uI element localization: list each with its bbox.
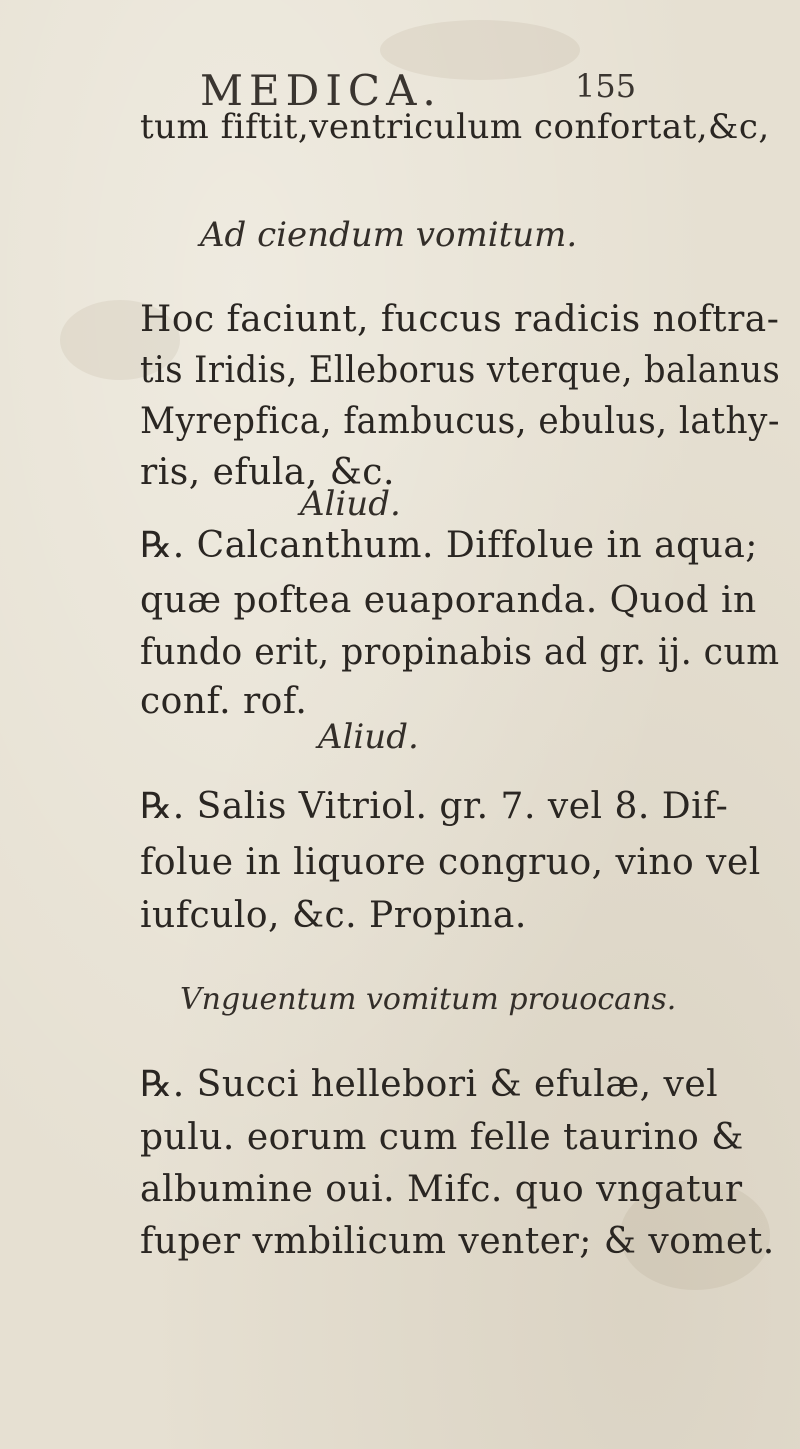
text-line: ℞. Succi hellebori & efulæ, vel	[140, 1064, 719, 1105]
text-line: tis Iridis, Elleborus vterque, balanus	[140, 350, 781, 391]
text-line: tum fiftit,ventriculum confortat,&c,	[140, 107, 770, 147]
text-line: Myrepfica, fambucus, ebulus, lathy-	[140, 401, 780, 442]
text-line: albumine oui. Mifc. quo vngatur	[140, 1169, 743, 1210]
text-line: Hoc faciunt, fuccus radicis noftra-	[140, 299, 780, 340]
text-line: quæ poftea euaporanda. Quod in	[140, 580, 757, 621]
section-heading: Aliud.	[318, 717, 419, 757]
section-heading: Aliud.	[300, 484, 401, 524]
text-line: ℞. Salis Vitriol. gr. 7. vel 8. Dif-	[140, 786, 729, 827]
text-line: fundo erit, propinabis ad gr. ij. cum	[140, 632, 780, 673]
text-line: conf. rof.	[140, 681, 308, 722]
text-line: ℞. Calcanthum. Diffolue in aqua;	[140, 525, 758, 566]
page-number: 155	[575, 67, 637, 105]
text-line: ris, efula, &c.	[140, 452, 395, 493]
text-line: iufculo, &c. Propina.	[140, 895, 527, 936]
text-line: folue in liquore congruo, vino vel	[140, 842, 761, 883]
running-title: MEDICA.	[200, 66, 442, 115]
text-line: pulu. eorum cum felle taurino &	[140, 1117, 744, 1158]
text-line: fuper vmbilicum venter; & vomet.	[140, 1221, 775, 1262]
section-heading: Ad ciendum vomitum.	[200, 215, 578, 255]
section-heading: Vnguentum vomitum prouocans.	[180, 982, 677, 1017]
